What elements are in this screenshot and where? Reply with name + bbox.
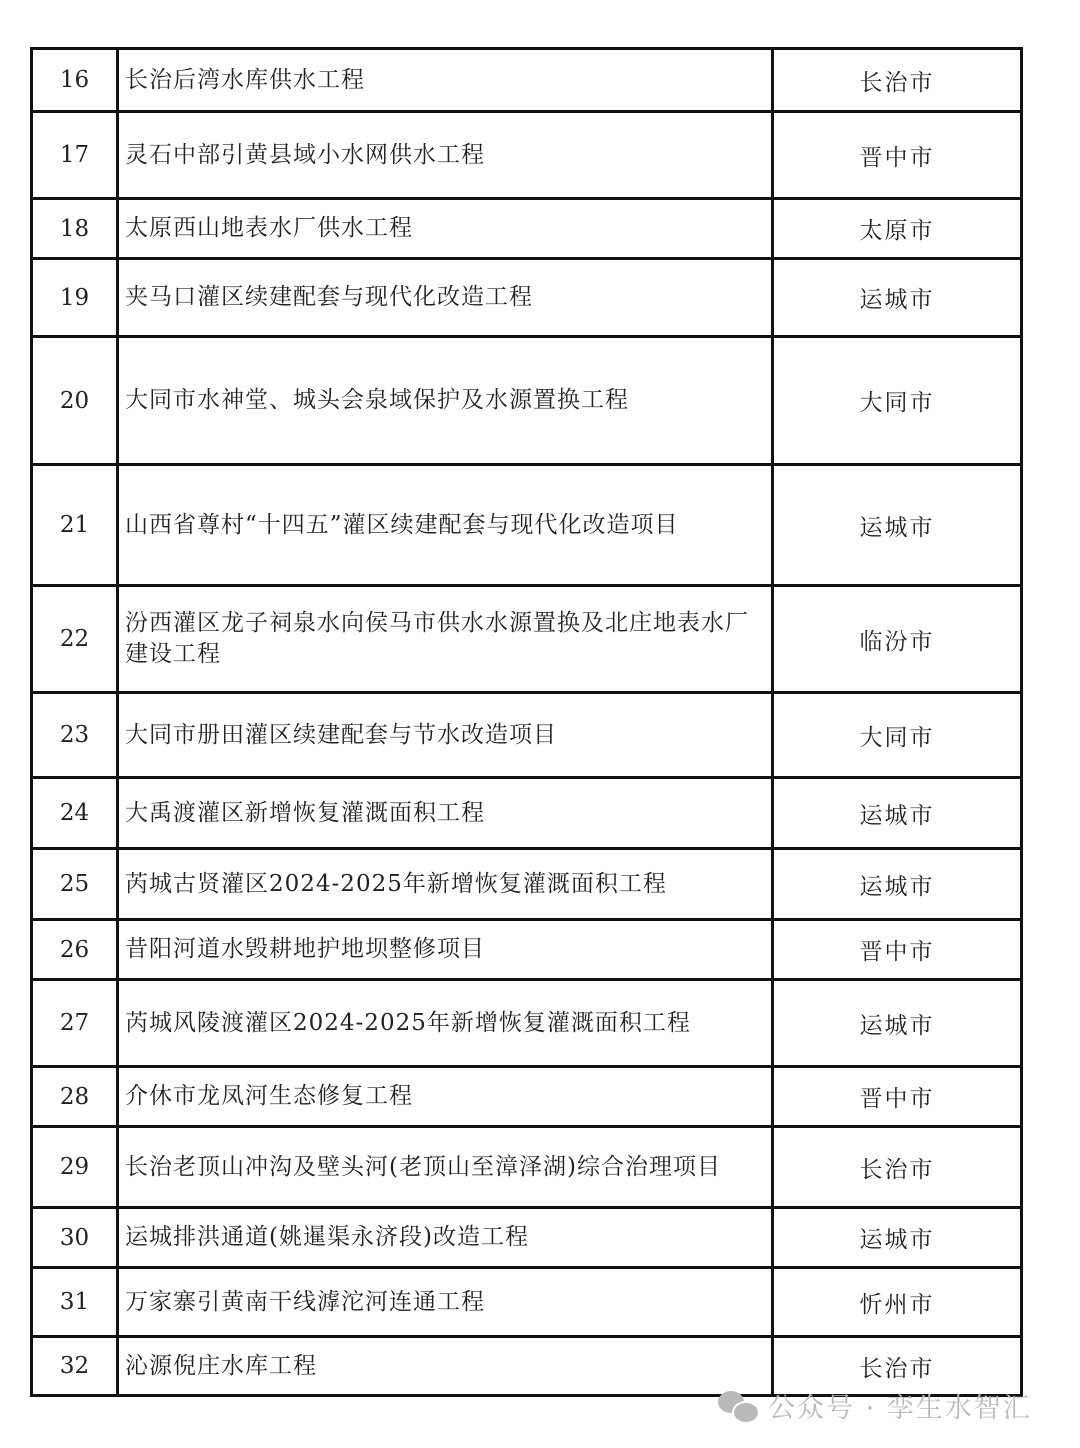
project-name: 沁源倪庄水库工程 xyxy=(119,1338,774,1394)
city-name: 运城市 xyxy=(859,1012,935,1039)
table-row xyxy=(33,463,1020,584)
table-row xyxy=(33,110,1020,197)
project-name: 大同市册田灌区续建配套与节水改造项目 xyxy=(119,694,774,776)
row-number: 27 xyxy=(33,981,119,1065)
row-number: 29 xyxy=(33,1128,119,1206)
row-number: 24 xyxy=(33,779,119,847)
watermark-text: 公众号 · 孪生水智汇 xyxy=(768,1393,1032,1424)
city-name: 运城市 xyxy=(859,514,935,541)
project-name: 芮城风陵渡灌区2024-2025年新增恢复灌溉面积工程 xyxy=(119,981,774,1065)
project-name: 长治后湾水库供水工程 xyxy=(119,50,774,110)
row-number: 22 xyxy=(33,587,119,691)
row-number: 17 xyxy=(33,113,119,197)
project-name: 夹马口灌区续建配套与现代化改造工程 xyxy=(119,260,774,335)
city-name: 大同市 xyxy=(859,390,935,416)
project-name: 芮城古贤灌区2024-2025年新增恢复灌溉面积工程 xyxy=(119,850,774,918)
project-table xyxy=(30,47,1023,1397)
row-number: 28 xyxy=(33,1068,119,1125)
city-name: 运城市 xyxy=(859,287,935,313)
table-row xyxy=(33,1266,1020,1335)
city-name: 运城市 xyxy=(859,1227,935,1253)
row-number: 31 xyxy=(33,1269,119,1335)
table-row xyxy=(33,1206,1020,1266)
project-name: 灵石中部引黄县域小水网供水工程 xyxy=(119,113,774,197)
table-row xyxy=(33,978,1020,1065)
table-row xyxy=(33,1065,1020,1125)
table-row xyxy=(33,776,1020,847)
city-name: 长治市 xyxy=(859,1156,935,1183)
city-name: 晋中市 xyxy=(859,939,935,965)
table-row xyxy=(33,335,1020,463)
project-name: 山西省尊村“十四五”灌区续建配套与现代化改造项目 xyxy=(119,466,774,584)
table-row xyxy=(33,1125,1020,1206)
city-name: 运城市 xyxy=(859,873,935,900)
city-name: 晋中市 xyxy=(859,1086,935,1112)
city-name: 运城市 xyxy=(859,802,935,829)
wechat-icon xyxy=(718,1391,758,1421)
city-name: 忻州市 xyxy=(859,1291,935,1318)
row-number: 20 xyxy=(33,338,119,463)
project-name: 运城排洪通道(姚暹渠永济段)改造工程 xyxy=(119,1209,774,1266)
project-name: 太原西山地表水厂供水工程 xyxy=(119,200,774,257)
row-number: 26 xyxy=(33,921,119,978)
row-number: 25 xyxy=(33,850,119,918)
row-number: 23 xyxy=(33,694,119,776)
table-row xyxy=(33,197,1020,257)
city-name: 长治市 xyxy=(859,1355,935,1382)
city-name: 临汾市 xyxy=(859,628,935,655)
watermark xyxy=(718,1386,1032,1425)
row-number: 16 xyxy=(33,50,119,110)
table-row xyxy=(33,847,1020,918)
table-row xyxy=(33,918,1020,978)
row-number: 32 xyxy=(33,1338,119,1394)
row-number: 21 xyxy=(33,466,119,584)
project-name: 大同市水神堂、城头会泉域保护及水源置换工程 xyxy=(119,338,774,463)
project-name: 昔阳河道水毁耕地护地坝整修项目 xyxy=(119,921,774,978)
table-row xyxy=(33,691,1020,776)
row-number: 18 xyxy=(33,200,119,257)
city-name: 太原市 xyxy=(859,218,935,244)
city-name: 长治市 xyxy=(859,69,935,96)
project-name: 万家寨引黄南干线滹沱河连通工程 xyxy=(119,1269,774,1335)
project-name: 汾西灌区龙子祠泉水向侯马市供水水源置换及北庄地表水厂建设工程 xyxy=(119,587,774,691)
project-name: 长治老顶山冲沟及壁头河(老顶山至漳泽湖)综合治理项目 xyxy=(119,1128,774,1206)
city-name: 晋中市 xyxy=(859,144,935,171)
row-number: 30 xyxy=(33,1209,119,1266)
table-row xyxy=(33,584,1020,691)
table-row xyxy=(33,257,1020,335)
row-number: 19 xyxy=(33,260,119,335)
project-name: 大禹渡灌区新增恢复灌溉面积工程 xyxy=(119,779,774,847)
project-name: 介休市龙凤河生态修复工程 xyxy=(119,1068,774,1125)
table-row xyxy=(33,50,1020,110)
city-name: 大同市 xyxy=(859,724,935,751)
